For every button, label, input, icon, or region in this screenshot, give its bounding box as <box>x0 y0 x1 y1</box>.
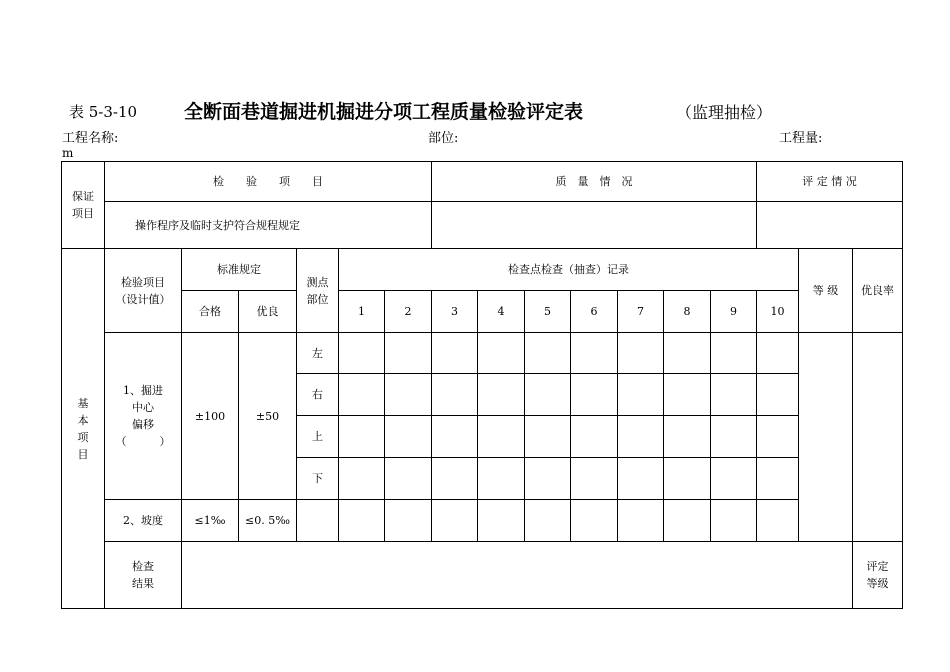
location-label: 部位: <box>428 131 459 146</box>
evaluation-status-header: 评 定 情 况 <box>757 162 903 202</box>
record-cell[interactable] <box>478 416 525 458</box>
table-number: 表 5-3-10 <box>69 103 138 121</box>
record-cell[interactable] <box>664 333 711 374</box>
measure-point: 上 <box>297 416 339 458</box>
grade-cell[interactable] <box>799 333 853 542</box>
record-cell[interactable] <box>432 500 478 542</box>
record-cell[interactable] <box>339 458 385 500</box>
record-cell[interactable] <box>711 374 757 416</box>
record-cell[interactable] <box>757 500 799 542</box>
record-cell[interactable] <box>432 333 478 374</box>
record-cell[interactable] <box>339 416 385 458</box>
record-cell[interactable] <box>385 458 432 500</box>
item2-excellent-standard: ≤0. 5‰ <box>239 500 297 542</box>
record-cell[interactable] <box>711 333 757 374</box>
record-number: 4 <box>478 291 525 333</box>
measure-point-header: 测点 部位 <box>297 249 339 333</box>
record-cell[interactable] <box>385 500 432 542</box>
quantity-label: 工程量: <box>779 131 823 146</box>
record-number: 5 <box>525 291 571 333</box>
measure-point: 左 <box>297 333 339 374</box>
record-cell[interactable] <box>618 416 664 458</box>
measure-point: 下 <box>297 458 339 500</box>
record-number: 7 <box>618 291 664 333</box>
inspection-result-cell[interactable] <box>182 542 853 609</box>
record-cell[interactable] <box>664 458 711 500</box>
record-cell[interactable] <box>478 374 525 416</box>
item1-excellent-standard: ±50 <box>239 333 297 500</box>
item2-pass-standard: ≤1‰ <box>182 500 239 542</box>
record-cell[interactable] <box>571 333 618 374</box>
basic-section-label: 基 本 项 目 <box>62 249 105 609</box>
record-cell[interactable] <box>478 500 525 542</box>
record-cell[interactable] <box>385 333 432 374</box>
grade-header: 等 级 <box>799 249 853 333</box>
records-header: 检查点检查（抽查）记录 <box>339 249 799 291</box>
record-cell[interactable] <box>385 374 432 416</box>
record-cell[interactable] <box>525 458 571 500</box>
record-number: 10 <box>757 291 799 333</box>
record-cell[interactable] <box>339 374 385 416</box>
guarantee-section-label: 保证 项目 <box>62 162 105 249</box>
record-cell[interactable] <box>711 458 757 500</box>
record-cell[interactable] <box>478 333 525 374</box>
record-cell[interactable] <box>618 458 664 500</box>
record-number: 8 <box>664 291 711 333</box>
measure-point: 右 <box>297 374 339 416</box>
record-number: 1 <box>339 291 385 333</box>
inspection-table <box>61 161 903 609</box>
record-cell[interactable] <box>711 416 757 458</box>
record-cell[interactable] <box>432 374 478 416</box>
record-cell[interactable] <box>757 416 799 458</box>
inspection-items-header: 检 验 项 目 <box>105 162 432 202</box>
evaluation-grade-label: 评定 等级 <box>853 542 903 609</box>
record-cell[interactable] <box>571 416 618 458</box>
record-cell[interactable] <box>618 500 664 542</box>
record-cell[interactable] <box>385 416 432 458</box>
excellent-rate-cell[interactable] <box>853 333 903 542</box>
record-cell[interactable] <box>525 333 571 374</box>
item1-pass-standard: ±100 <box>182 333 239 500</box>
record-cell[interactable] <box>618 333 664 374</box>
record-cell[interactable] <box>618 374 664 416</box>
form-title: 全断面巷道掘进机掘进分项工程质量检验评定表 <box>184 101 584 123</box>
quantity-unit: m <box>62 146 74 160</box>
excellent-rate-header: 优良率 <box>853 249 903 333</box>
guarantee-item: 操作程序及临时支护符合规程规定 <box>105 202 432 249</box>
standard-header: 标准规定 <box>182 249 297 291</box>
inspection-item-header: 检验项目 （设计值） <box>105 249 182 333</box>
item1-name: 1、掘进 中心 偏移 （ ） <box>105 333 182 500</box>
record-cell[interactable] <box>664 416 711 458</box>
item2-name: 2、坡度 <box>105 500 182 542</box>
guarantee-evaluation-cell[interactable] <box>757 202 903 249</box>
record-cell[interactable] <box>757 458 799 500</box>
pass-header: 合格 <box>182 291 239 333</box>
record-number: 3 <box>432 291 478 333</box>
record-cell[interactable] <box>478 458 525 500</box>
record-cell[interactable] <box>664 374 711 416</box>
project-name-label: 工程名称: <box>62 131 119 146</box>
record-cell[interactable] <box>757 374 799 416</box>
record-cell[interactable] <box>432 416 478 458</box>
record-cell[interactable] <box>757 333 799 374</box>
record-cell[interactable] <box>339 500 385 542</box>
guarantee-quality-cell[interactable] <box>432 202 757 249</box>
excellent-header: 优良 <box>239 291 297 333</box>
record-cell[interactable] <box>339 333 385 374</box>
record-number: 9 <box>711 291 757 333</box>
record-cell[interactable] <box>664 500 711 542</box>
measure-point[interactable] <box>297 500 339 542</box>
record-cell[interactable] <box>525 374 571 416</box>
record-cell[interactable] <box>571 500 618 542</box>
inspection-result-label: 检查 结果 <box>105 542 182 609</box>
record-number: 6 <box>571 291 618 333</box>
record-number: 2 <box>385 291 432 333</box>
record-cell[interactable] <box>525 500 571 542</box>
record-cell[interactable] <box>432 458 478 500</box>
record-cell[interactable] <box>571 374 618 416</box>
record-cell[interactable] <box>711 500 757 542</box>
record-cell[interactable] <box>571 458 618 500</box>
quality-status-header: 质 量 情 况 <box>432 162 757 202</box>
supervision-note: （监理抽检） <box>676 103 773 122</box>
record-cell[interactable] <box>525 416 571 458</box>
